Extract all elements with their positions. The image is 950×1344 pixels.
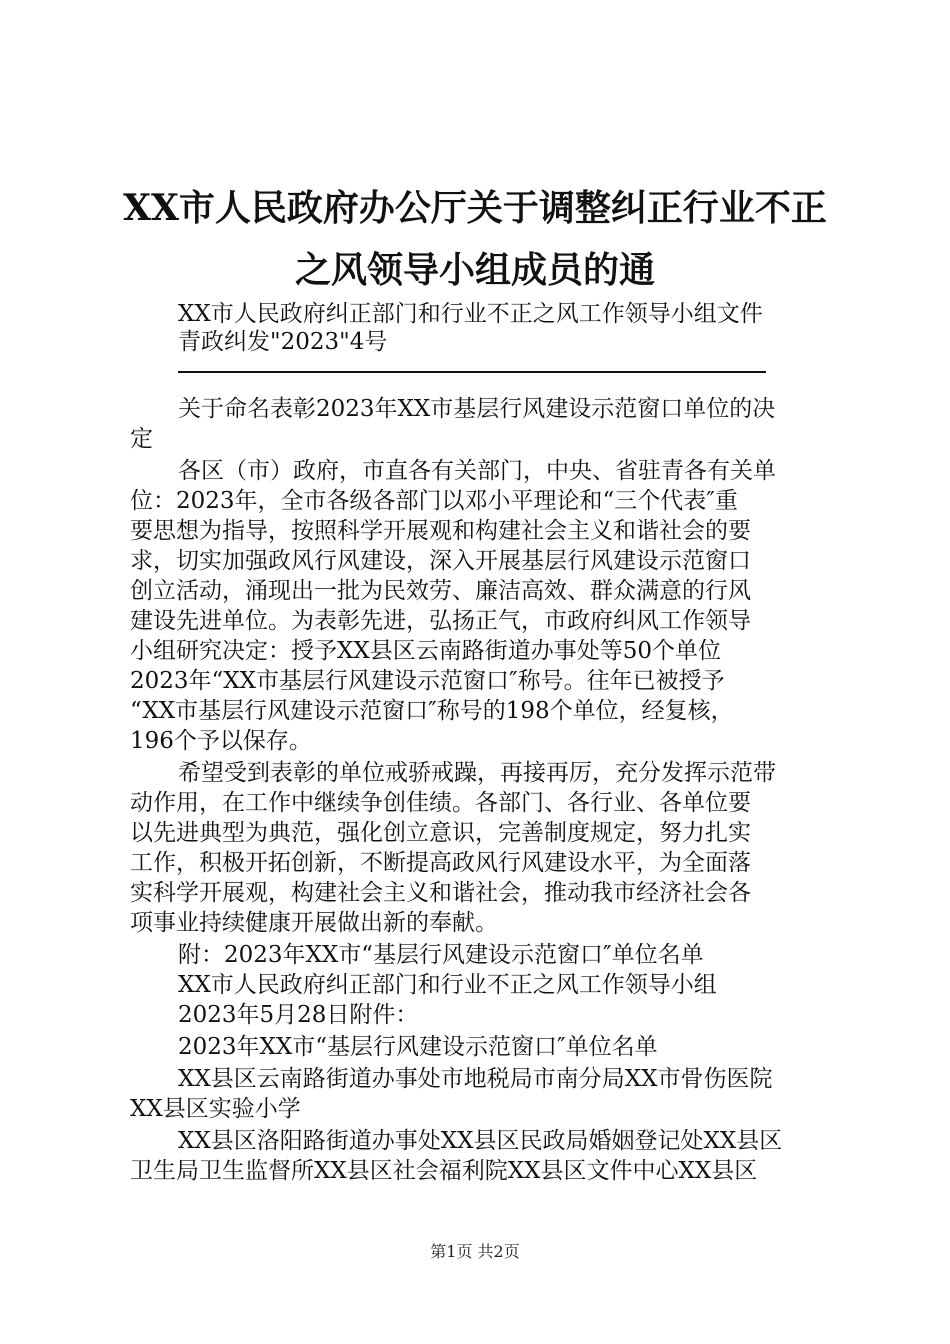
list-item: XX县区洛阳路街道办事处XX县区民政局婚姻登记处XX县区 bbox=[178, 1128, 783, 1154]
signature-date: 2023年5月28日附件： bbox=[178, 1002, 419, 1028]
list-item: XX县区云南路街道办事处市地税局市南分局XX市骨伤医院 bbox=[178, 1066, 773, 1092]
body-line: 定 bbox=[130, 426, 153, 452]
body-line: 各区（市）政府，市直各有关部门，中央、省驻青各有关单 bbox=[178, 458, 776, 484]
signature-issuer: XX市人民政府纠正部门和行业不正之风工作领导小组 bbox=[178, 972, 717, 998]
body-line: 位：2023年，全市各级各部门以邓小平理论和“三个代表″重 bbox=[130, 488, 738, 514]
body-line: “XX市基层行风建设示范窗口″称号的198个单位，经复核， bbox=[130, 698, 734, 724]
body-line: 以先进典型为典范，强化创立意识，完善制度规定，努力扎实 bbox=[130, 820, 751, 846]
body-line: 建设先进单位。为表彰先进，弘扬正气，市政府纠风工作领导 bbox=[130, 608, 751, 634]
list-item: 卫生局卫生监督所XX县区社会福利院XX县区文件中心XX县区 bbox=[130, 1158, 758, 1184]
body-line: 2023年“XX市基层行风建设示范窗口″称号。往年已被授予 bbox=[130, 668, 725, 694]
list-item: XX县区实验小学 bbox=[130, 1096, 301, 1122]
body-line: 创立活动，涌现出一批为民效劳、廉洁高效、群众满意的行风 bbox=[130, 578, 751, 604]
body-line: 希望受到表彰的单位戒骄戒躁，再接再厉，充分发挥示范带 bbox=[178, 760, 776, 786]
body-line: 动作用，在工作中继续争创佳绩。各部门、各行业、各单位要 bbox=[130, 790, 751, 816]
body-line: 实科学开展观，构建社会主义和谐社会，推动我市经济社会各 bbox=[130, 880, 751, 906]
body-line: 求，切实加强政风行风建设，深入开展基层行风建设示范窗口 bbox=[130, 548, 751, 574]
issuer-line: XX市人民政府纠正部门和行业不正之风工作领导小组文件 bbox=[178, 301, 763, 327]
page-footer: 第1页 共2页 bbox=[430, 1242, 520, 1261]
document-title-line-1: XX市人民政府办公厅关于调整纠正行业不正 bbox=[123, 187, 827, 229]
body-line: 196个予以保存。 bbox=[130, 728, 312, 754]
body-line: 项事业持续健康开展做出新的奉献。 bbox=[130, 910, 498, 936]
document-number: 青政纠发"2023"4号 bbox=[178, 329, 388, 355]
body-line: 要思想为指导，按照科学开展观和构建社会主义和谐社会的要 bbox=[130, 518, 751, 544]
body-line: 关于命名表彰2023年XX市基层行风建设示范窗口单位的决 bbox=[178, 396, 776, 422]
header-divider bbox=[178, 371, 766, 373]
body-line: 小组研究决定：授予XX县区云南路街道办事处等50个单位 bbox=[130, 638, 722, 664]
body-line: 工作，积极开拓创新，不断提高政风行风建设水平，为全面落 bbox=[130, 850, 751, 876]
attachment-title: 2023年XX市“基层行风建设示范窗口″单位名单 bbox=[178, 1034, 658, 1060]
document-title-line-2: 之风领导小组成员的通 bbox=[294, 249, 655, 291]
attachment-line: 附：2023年XX市“基层行风建设示范窗口″单位名单 bbox=[178, 942, 704, 968]
